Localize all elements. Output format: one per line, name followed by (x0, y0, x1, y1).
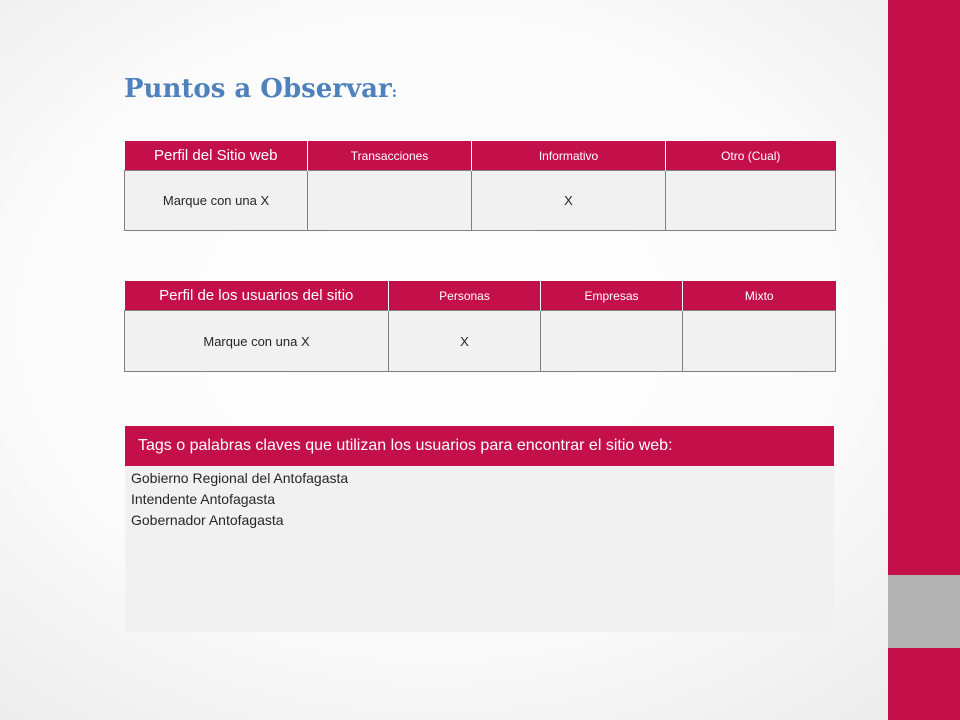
companies-cell[interactable] (541, 311, 683, 372)
tags-body[interactable] (125, 466, 834, 632)
users-profile-row (125, 311, 836, 372)
site-profile-header: Perfil del Sitio web (125, 141, 308, 171)
page-title-colon: : (391, 83, 398, 101)
mixed-header: Mixto (683, 281, 836, 311)
persons-cell[interactable]: X (389, 311, 541, 372)
users-profile-row-label: Marque con una X (125, 311, 389, 372)
tags-header: Tags o palabras claves que utilizan los usuarios para encontrar el sitio web: (125, 426, 834, 466)
other-header: Otro (Cual) (666, 141, 836, 171)
transactions-cell[interactable] (308, 171, 472, 231)
site-profile-row (125, 171, 836, 231)
persons-header: Personas (389, 281, 541, 311)
mixed-cell[interactable] (683, 311, 836, 372)
tags-box (125, 426, 834, 632)
side-bar-bottom (888, 648, 960, 720)
tag-item: Intendente Antofagasta (131, 491, 276, 507)
tag-item: Gobernador Antofagasta (131, 512, 284, 528)
site-profile-header-row (125, 141, 836, 171)
companies-header: Empresas (541, 281, 683, 311)
side-bar-middle (888, 575, 960, 648)
site-profile-row-label: Marque con una X (125, 171, 308, 231)
site-profile-table (124, 141, 836, 231)
tag-item: Gobierno Regional del Antofagasta (131, 470, 349, 486)
users-profile-table (124, 281, 836, 372)
users-profile-header-row (125, 281, 836, 311)
page-title-text: Puntos a Observar (124, 74, 392, 104)
informative-header: Informativo (472, 141, 666, 171)
transactions-header: Transacciones (308, 141, 472, 171)
other-cell[interactable] (666, 171, 836, 231)
side-bar-top (888, 0, 960, 575)
page-title (124, 74, 397, 104)
informative-cell[interactable]: X (472, 171, 666, 231)
users-profile-header: Perfil de los usuarios del sitio (125, 281, 389, 311)
